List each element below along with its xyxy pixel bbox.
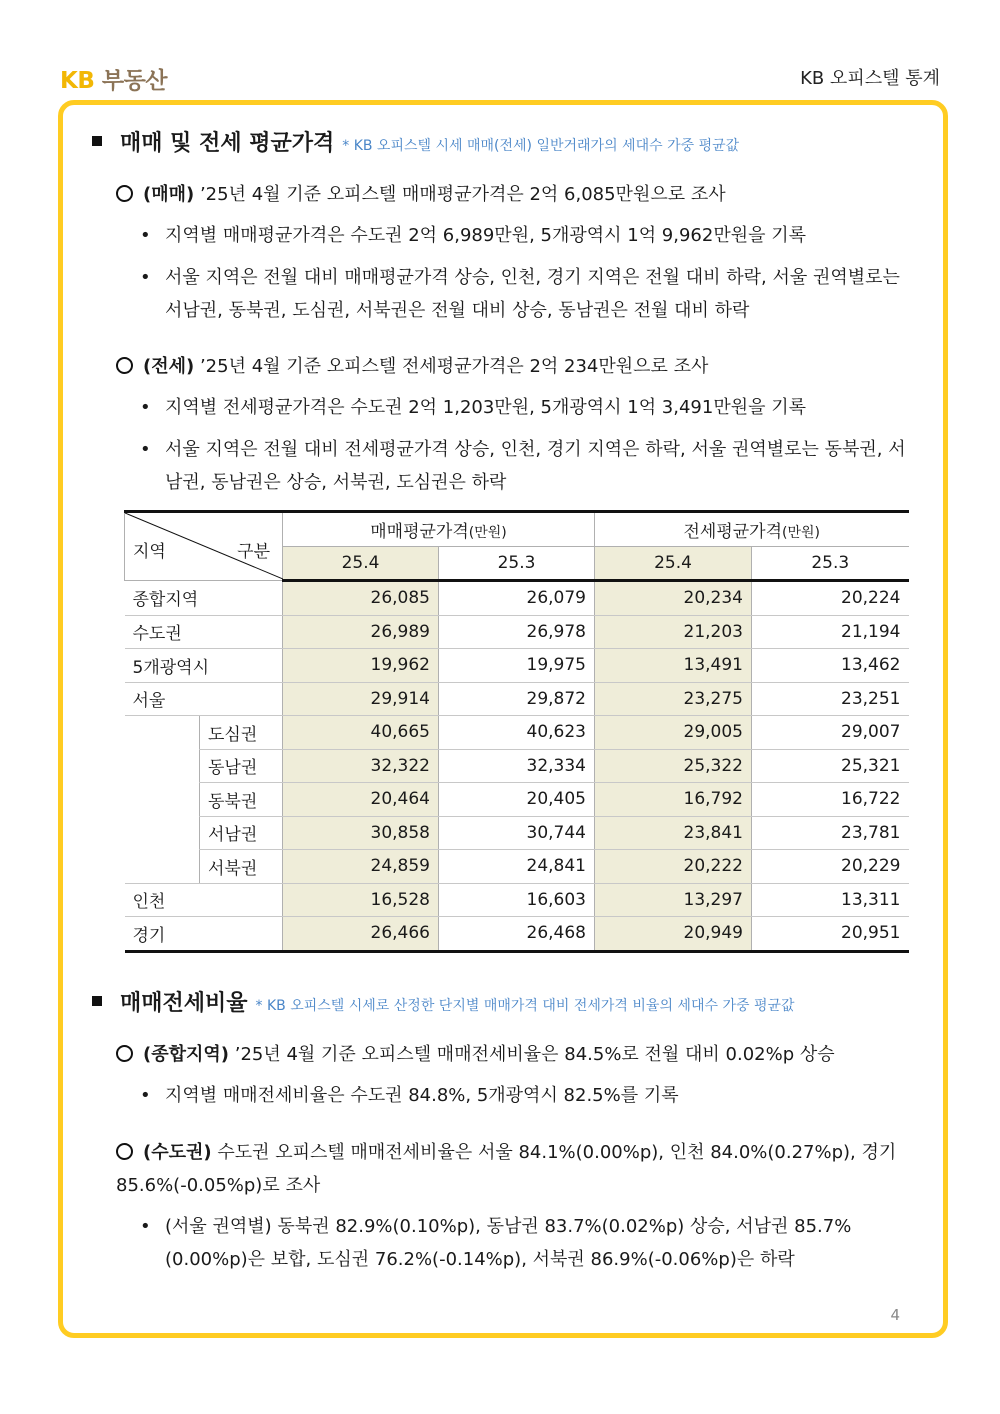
jeonse-bullet-1: • 지역별 전세평균가격은 수도권 2억 1,203만원, 5개광역시 1억 3,491만원을 기록 — [140, 397, 806, 418]
circle-bullet-icon — [116, 1143, 133, 1160]
value-cell: 26,466 — [283, 917, 439, 952]
value-cell: 19,962 — [283, 649, 439, 683]
table-row — [125, 783, 909, 817]
value-cell: 23,251 — [752, 682, 909, 716]
corner-label-category: 구분 — [237, 542, 270, 562]
region-cell: 인천 — [125, 883, 283, 917]
jeonse-summary: (전세) ’25년 4월 기준 오피스텔 전세평균가격은 2억 234만원으로 조사 — [116, 350, 916, 383]
value-cell: 25,321 — [752, 749, 909, 783]
total-ratio-summary: (종합지역) ’25년 4월 기준 오피스텔 매매전세비율은 84.5%로 전월 대비 0.02%p 상승 — [116, 1038, 916, 1071]
col-header: 25.4 — [283, 547, 439, 581]
region-cell: 경기 — [125, 917, 283, 952]
blank-cell — [125, 816, 200, 850]
value-cell: 16,792 — [595, 783, 752, 817]
value-cell: 26,079 — [439, 581, 595, 616]
col-header: 25.3 — [752, 547, 909, 581]
region-cell: 수도권 — [125, 615, 283, 649]
header-title: KB 오피스텔 통계 — [800, 68, 940, 89]
blank-cell — [125, 716, 200, 750]
value-cell: 40,665 — [283, 716, 439, 750]
value-cell: 21,194 — [752, 615, 909, 649]
circle-bullet-icon — [116, 1045, 133, 1062]
value-cell: 16,722 — [752, 783, 909, 817]
square-bullet-icon — [92, 996, 102, 1006]
header-jeonse-price: 전세평균가격(만원) — [595, 512, 909, 547]
capital-ratio-bullet-1: • (서울 권역별) 동북권 82.9%(0.10%p), 동남권 83.7%(0.02%p) 상승, 서남권 85.7%(0.00%p)은 보합, 도심권 76.2%(-0.14%p), 서북권 86.9%(-0.06%p)은 하락 — [140, 1216, 852, 1270]
value-cell: 20,951 — [752, 917, 909, 952]
value-cell: 20,229 — [752, 850, 909, 884]
section-note: * KB 오피스텔 시세로 산정한 단지별 매매가격 대비 전세가격 비율의 세대수 가중 평균값 — [255, 998, 795, 1014]
section-note: * KB 오피스텔 시세 매매(전세) 일반거래가의 세대수 가중 평균값 — [342, 138, 740, 154]
value-cell: 16,528 — [283, 883, 439, 917]
average-price-table — [124, 510, 909, 953]
table-corner-cell — [125, 512, 283, 581]
subregion-cell: 도심권 — [200, 716, 283, 750]
value-cell: 13,311 — [752, 883, 909, 917]
value-cell: 13,297 — [595, 883, 752, 917]
kb-logo: KB 부동산 — [60, 68, 168, 94]
value-cell: 26,978 — [439, 615, 595, 649]
value-cell: 20,405 — [439, 783, 595, 817]
value-cell: 20,464 — [283, 783, 439, 817]
value-cell: 24,859 — [283, 850, 439, 884]
value-cell: 26,468 — [439, 917, 595, 952]
value-cell: 13,462 — [752, 649, 909, 683]
capital-ratio-summary: (수도권) 수도권 오피스텔 매매전세비율은 서울 84.1%(0.00%p), 인천 84.0%(0.27%p), 경기 85.6%(-0.05%p)로 조사 — [116, 1142, 897, 1196]
table-row — [125, 850, 909, 884]
value-cell: 24,841 — [439, 850, 595, 884]
table-row — [125, 917, 909, 952]
table-row — [125, 649, 909, 683]
value-cell: 26,989 — [283, 615, 439, 649]
jeonse-bullet-2: • 서울 지역은 전월 대비 전세평균가격 상승, 인천, 경기 지역은 하락, 서울 권역별로는 동북권, 서남권, 동남권은 상승, 서북권, 도심권은 하락 — [140, 439, 906, 493]
col-header: 25.3 — [439, 547, 595, 581]
region-cell: 서울 — [125, 682, 283, 716]
table-row — [125, 749, 909, 783]
corner-label-region: 지역 — [133, 542, 166, 562]
value-cell: 40,623 — [439, 716, 595, 750]
subregion-cell: 동남권 — [200, 749, 283, 783]
blank-cell — [125, 850, 200, 884]
square-bullet-icon — [92, 136, 102, 146]
value-cell: 32,322 — [283, 749, 439, 783]
subregion-cell: 서북권 — [200, 850, 283, 884]
value-cell: 13,491 — [595, 649, 752, 683]
table-row — [125, 581, 909, 616]
value-cell: 23,781 — [752, 816, 909, 850]
value-cell: 20,222 — [595, 850, 752, 884]
subregion-cell: 서남권 — [200, 816, 283, 850]
table-row — [125, 682, 909, 716]
total-ratio-bullet-1: • 지역별 매매전세비율은 수도권 84.8%, 5개광역시 82.5%를 기록 — [140, 1085, 679, 1106]
value-cell: 32,334 — [439, 749, 595, 783]
value-cell: 21,203 — [595, 615, 752, 649]
section-title-ratio: 매매전세비율 * KB 오피스텔 시세로 산정한 단지별 매매가격 대비 전세가격 비율의 세대수 가중 평균값 — [92, 986, 795, 1017]
value-cell: 16,603 — [439, 883, 595, 917]
blank-cell — [125, 783, 200, 817]
table-row — [125, 883, 909, 917]
header-sale-price: 매매평균가격(만원) — [283, 512, 595, 547]
value-cell: 30,858 — [283, 816, 439, 850]
value-cell: 29,914 — [283, 682, 439, 716]
table-header-row — [125, 512, 909, 547]
sale-summary: (매매) ’25년 4월 기준 오피스텔 매매평균가격은 2억 6,085만원으로 조사 — [116, 178, 916, 211]
value-cell: 23,841 — [595, 816, 752, 850]
table-row — [125, 716, 909, 750]
circle-bullet-icon — [116, 357, 133, 374]
subregion-cell: 동북권 — [200, 783, 283, 817]
blank-cell — [125, 749, 200, 783]
value-cell: 30,744 — [439, 816, 595, 850]
value-cell: 20,949 — [595, 917, 752, 952]
value-cell: 20,234 — [595, 581, 752, 616]
table-row — [125, 816, 909, 850]
value-cell: 20,224 — [752, 581, 909, 616]
sale-bullet-2: • 서울 지역은 전월 대비 매매평균가격 상승, 인천, 경기 지역은 전월 대비 하락, 서울 권역별로는 서남권, 동북권, 도심권, 서북권은 전월 대비 상승, 동남권은 전월 대비 하락 — [140, 267, 900, 321]
col-header: 25.4 — [595, 547, 752, 581]
value-cell: 25,322 — [595, 749, 752, 783]
region-cell: 종합지역 — [125, 581, 283, 616]
table-row — [125, 615, 909, 649]
region-cell: 5개광역시 — [125, 649, 283, 683]
value-cell: 23,275 — [595, 682, 752, 716]
value-cell: 29,007 — [752, 716, 909, 750]
value-cell: 19,975 — [439, 649, 595, 683]
sale-bullet-1: • 지역별 매매평균가격은 수도권 2억 6,989만원, 5개광역시 1억 9,962만원을 기록 — [140, 225, 806, 246]
circle-bullet-icon — [116, 185, 133, 202]
page-number: 4 — [890, 1306, 900, 1324]
value-cell: 26,085 — [283, 581, 439, 616]
section-title-average-price: 매매 및 전세 평균가격 * KB 오피스텔 시세 매매(전세) 일반거래가의 세대수 가중 평균값 — [92, 126, 739, 157]
value-cell: 29,872 — [439, 682, 595, 716]
value-cell: 29,005 — [595, 716, 752, 750]
